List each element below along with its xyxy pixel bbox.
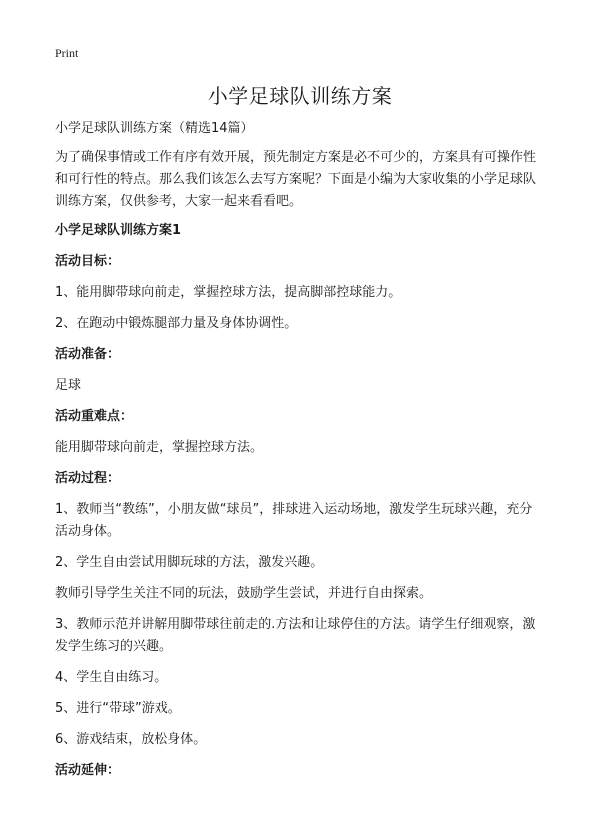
goal-item: 2、在跑动中锻炼腿部力量及身体协调性。 [55, 316, 298, 331]
extension-heading: 活动延伸： [55, 763, 121, 778]
process-step: 5、进行“带球”游戏。 [55, 701, 181, 716]
prep-text: 足球 [55, 378, 82, 393]
process-step: 1、教师当“教练”，小朋友做“球员”，排球进入运动场地，激发学生玩球兴趣，充分活动身体。 [55, 502, 533, 539]
intro-paragraph: 为了确保事情或工作有序有效开展，预先制定方案是必不可少的，方案具有可操作性和可行性的特点。那么我们该怎么去写方案呢？下面是小编为大家收集的小学足球队训练方案，仅供参考，大家一起来看看吧。 [55, 150, 537, 209]
goal-item: 1、能用脚带球向前走，掌握控球方法，提高脚部控球能力。 [55, 285, 402, 300]
key-points-text: 能用脚带球向前走，掌握控球方法。 [55, 440, 264, 455]
print-link[interactable]: Print [55, 46, 79, 60]
goals-heading: 活动目标： [55, 254, 121, 269]
document-body [55, 118, 545, 791]
process-step: 6、游戏结束，放松身体。 [55, 732, 207, 747]
document-subtitle: 小学足球队训练方案（精选14篇） [55, 121, 254, 136]
prep-heading: 活动准备： [55, 347, 121, 362]
process-step: 4、学生自由练习。 [55, 670, 168, 685]
process-step: 2、学生自由尝试用脚玩球的方法，激发兴趣。 [55, 555, 324, 570]
process-step: 教师引导学生关注不同的玩法，鼓励学生尝试，并进行自由探索。 [55, 586, 433, 601]
page-title: 小学足球队训练方案 [207, 84, 393, 108]
process-heading: 活动过程： [55, 471, 121, 486]
key-points-heading: 活动重难点： [55, 409, 134, 424]
process-step: 3、教师示范并讲解用脚带球往前走的.方法和让球停住的方法。请学生仔细观察，激发学生练习的兴趣。 [55, 617, 536, 654]
section-heading: 小学足球队训练方案1 [55, 223, 182, 238]
